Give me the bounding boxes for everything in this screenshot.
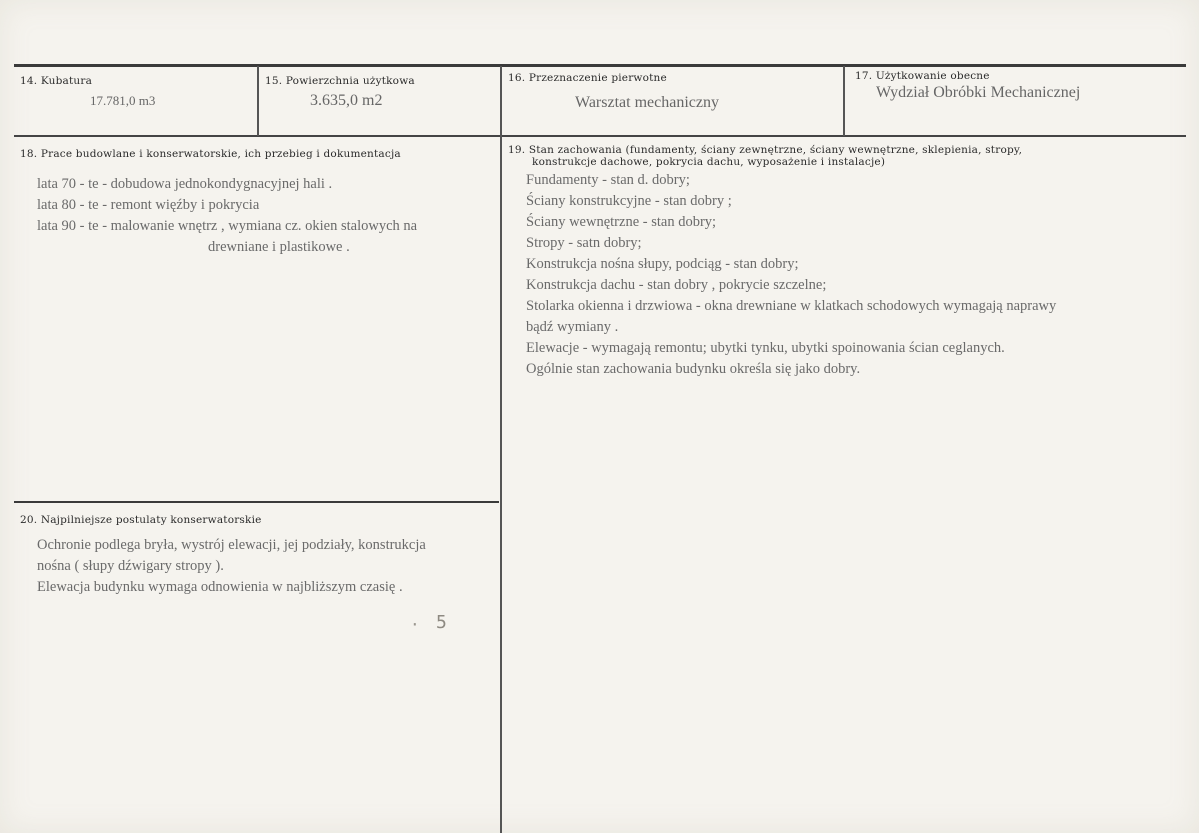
top-rule [14,64,1186,67]
field20-top-rule [14,501,499,503]
field-18-text [37,174,417,258]
field-19-line: Fundamenty - stan d. dobry; [526,172,690,188]
field-19-label-cont: konstrukcje dachowe, pokrycia dachu, wyposażenie i instalacje) [532,156,886,168]
field-15-value: 3.635,0 m2 [310,92,383,109]
field-20-line: nośna ( słupy dźwigary stropy ). [37,558,224,574]
field-17-label: 17. Użytkowanie obecne [855,70,990,82]
field-18-line: lata 80 - te - remont więźby i pokrycia [37,197,260,213]
field-19-line: Elewacje - wymagają remontu; ubytki tynku, ubytki spoinowania ścian ceglanych. [526,340,1005,356]
field-19-text [526,170,1056,380]
field-19-label: 19. Stan zachowania (fundamenty, ściany zewnętrzne, ściany wewnętrzne, sklepienia, stropy, [508,144,1023,156]
field-15-label: 15. Powierzchnia użytkowa [265,75,415,87]
field-20-line: Elewacja budynku wymaga odnowienia w najbliższym czasię . [37,579,403,595]
field-17-value: Wydział Obróbki Mechanicznej [876,84,1081,101]
field-18-line: lata 70 - te - dobudowa jednokondygnacyjnej hali . [37,176,333,192]
field-14-value: 17.781,0 m3 [90,93,156,108]
field-19-line: Ogólnie stan zachowania budynku określa się jako dobry. [526,361,861,377]
field-16-value: Warsztat mechaniczny [575,94,719,111]
field-19-line: Ściany konstrukcyjne - stan dobry ; [526,193,732,209]
faint-mark: · [410,615,421,634]
field-20-label: 20. Najpilniejsze postulaty konserwatorskie [20,514,262,526]
field-20-line: Ochronie podlega bryła, wystrój elewacji, jej podziały, konstrukcja [37,537,426,553]
field-18-line: lata 90 - te - malowanie wnętrz , wymiana cz. okien stalowych na [37,218,418,234]
field-19-line: Konstrukcja nośna słupy, podciąg - stan dobry; [526,256,799,272]
field-19-line: Stropy - satn dobry; [526,235,642,251]
field-20-text [37,535,426,598]
field-19-line: Ściany wewnętrzne - stan dobry; [526,214,717,230]
field-16-label: 16. Przeznaczenie pierwotne [508,72,667,84]
faint-mark: 5 [436,612,448,633]
row1-bottom-rule [14,135,1186,137]
field-19-line: Konstrukcja dachu - stan dobry , pokrycie szczelne; [526,277,827,293]
divider-16-17 [843,66,845,136]
divider-15-16 [500,66,502,833]
divider-14-15 [257,66,259,136]
field-18-line: drewniane i plastikowe . [208,239,350,255]
field-19-line: bądź wymiany . [526,319,619,335]
field-14-label: 14. Kubatura [20,75,93,87]
field-19-line: Stolarka okienna i drzwiowa - okna drewniane w klatkach schodowych wymagają naprawy [526,298,1057,314]
field-18-label: 18. Prace budowlane i konserwatorskie, ich przebieg i dokumentacja [20,148,401,160]
